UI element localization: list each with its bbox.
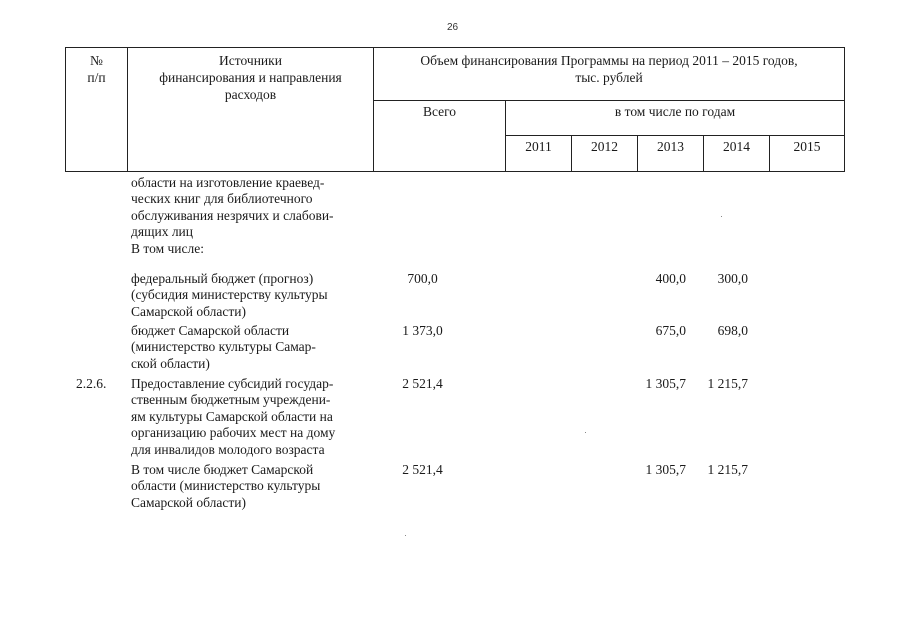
row-2-description: федеральный бюджет (прогноз) (субсидия министерству культуры Самарской области) [131, 271, 328, 319]
row-4-total: 2 521,4 [402, 376, 443, 391]
header-number-column: № п/п [66, 48, 128, 172]
row-4-description: Предоставление субсидий государ- ственным бюджетным учреждени- ям культуры Самарской области на организацию рабочих мест на дому для инвалидов молодого возраста [131, 376, 336, 457]
header-sources-column: Источники финансирования и направления расходов [128, 48, 374, 172]
row-1-description: области на изготовление краевед- ческих книг для библиотечного обслуживания незрячих и слабови- дящих лиц В том числе: [131, 175, 334, 256]
row-5-total: 2 521,4 [402, 462, 443, 477]
scan-speck [721, 216, 722, 217]
row-4-year-2013: 1 305,7 [645, 376, 686, 391]
row-3-year-2013: 675,0 [655, 323, 686, 338]
row-2-year-2013: 400,0 [655, 271, 686, 286]
scan-speck [585, 432, 586, 433]
row-3-year-2014: 698,0 [717, 323, 748, 338]
header-year-2015: 2015 [770, 136, 845, 172]
row-5-year-2013: 1 305,7 [645, 462, 686, 477]
row-5-description: В том числе бюджет Самарской области (министерство культуры Самарской области) [131, 462, 321, 510]
row-3-description: бюджет Самарской области (министерство культуры Самар- ской области) [131, 323, 316, 371]
header-year-2014: 2014 [704, 136, 770, 172]
page-number: 26 [447, 22, 459, 33]
header-year-2011: 2011 [506, 136, 572, 172]
row-4-number: 2.2.6. [76, 376, 107, 391]
row-2-total: 700,0 [407, 271, 438, 286]
header-total-column: Всего [374, 101, 506, 172]
row-5-year-2014: 1 215,7 [707, 462, 748, 477]
row-4-year-2014: 1 215,7 [707, 376, 748, 391]
header-by-years: в том числе по годам [506, 101, 845, 136]
header-volume-column: Объем финансирования Программы на период 2011 – 2015 годов, тыс. рублей [374, 48, 845, 101]
header-year-2012: 2012 [572, 136, 638, 172]
table-header [65, 47, 845, 172]
scan-speck [405, 535, 406, 536]
row-2-year-2014: 300,0 [717, 271, 748, 286]
row-3-total: 1 373,0 [402, 323, 443, 338]
header-year-2013: 2013 [638, 136, 704, 172]
